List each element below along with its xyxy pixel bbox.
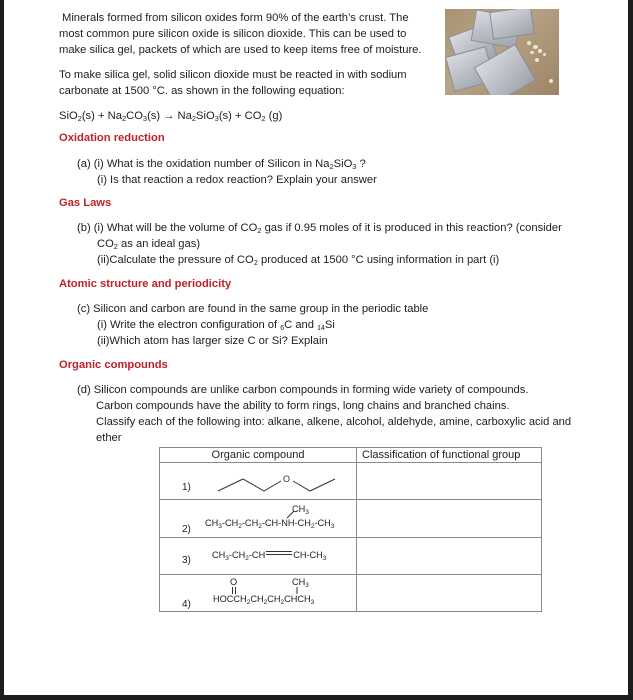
row-number: 2) (182, 524, 191, 535)
intro-line-5: carbonate at 1500 °C. as shown in the following equation: (59, 85, 345, 97)
question-b-i-cont: $CO_2$ as an ideal gas) (97, 238, 201, 251)
silica-gel-photo (445, 9, 559, 95)
row-number: 4) (182, 599, 191, 610)
document-page (4, 0, 628, 695)
chemical-equation: $SiO_2(s) + Na_2CO_3(s) \to Na_2SiO_3(s) + CO_2$ (g) (59, 110, 283, 123)
heading-oxidation-reduction: Oxidation reduction (59, 132, 165, 144)
table-row (160, 538, 542, 575)
intro-line-4: To make silica gel, solid silicon dioxide must be reacted in with sodium (59, 69, 407, 81)
row-number: 3) (182, 555, 191, 566)
intro-line-2: most common pure silicon oxide is silicon dioxide. This can be used to (59, 28, 407, 40)
header-organic-compound: Organic compound (160, 448, 357, 463)
table-row (160, 575, 542, 612)
carbonyl-oxygen: O (230, 577, 238, 587)
question-d-line-3: Classify each of the following into: alkane, alkene, alcohol, aldehyde, amine, carboxylic acid and (96, 416, 572, 428)
classification-answer-cell[interactable] (357, 538, 542, 575)
question-b-i: (b) (i) What will be the volume of $CO_2$ gas if 0.95 moles of it is produced in this reaction? (consider (77, 222, 562, 235)
question-d-line-1: (d) Silicon compounds are unlike carbon compounds in forming wide variety of compounds. (77, 384, 529, 396)
header-classification: Classification of functional group (357, 448, 542, 463)
alkene-formula: $CH_3-CH_2-CH$ $CH-CH_3$ (212, 550, 327, 562)
table-header-row (160, 448, 542, 463)
amine-formula: $CH_3-CH_2-CH_2-CH-NH-CH_2-CH_3$ (205, 518, 335, 530)
question-b-ii: (ii)Calculate the pressure of $CO_2$ produced at 1500 °C using information in part (i) (97, 254, 500, 267)
row-number: 1) (182, 482, 191, 493)
heading-atomic-structure: Atomic structure and periodicity (59, 278, 232, 290)
question-c-i: (i) Write the electron configuration of 6C and 14Si (97, 319, 335, 332)
branch-group: $CH_3$ (292, 504, 309, 516)
question-c-intro: (c) Silicon and carbon are found in the same group in the periodic table (77, 303, 429, 315)
table-row (160, 500, 542, 538)
classification-answer-cell[interactable] (357, 463, 542, 500)
methyl-branch: $CH_3$ (292, 577, 309, 589)
intro-line-3: make silica gel, packets of which are used to keep items free of moisture. (59, 44, 422, 56)
organic-compound-table (159, 447, 542, 612)
classification-answer-cell[interactable] (357, 500, 542, 538)
question-a-i: (a) (i) What is the oxidation number of Silicon in $Na_2SiO_3$ ? (77, 158, 366, 171)
svg-text:O: O (283, 474, 291, 484)
table-row (160, 463, 542, 500)
intro-line-1: Minerals formed from silicon oxides form 90% of the earth’s crust. The (62, 12, 409, 24)
question-c-ii: (ii)Which atom has larger size C or Si? Explain (97, 335, 328, 347)
heading-organic-compounds: Organic compounds (59, 359, 168, 371)
carboxylic-acid-formula: $HOCCH_2CH_2CH_2CHCH_3$ (213, 594, 315, 606)
ether-skeletal-structure (214, 468, 344, 496)
classification-answer-cell[interactable] (357, 575, 542, 612)
question-d-line-4: ether (96, 432, 122, 444)
question-d-line-2: Carbon compounds have the ability to form rings, long chains and branched chains. (96, 400, 510, 412)
heading-gas-laws: Gas Laws (59, 197, 112, 209)
question-a-ii: (i) Is that reaction a redox reaction? Explain your answer (97, 174, 377, 186)
